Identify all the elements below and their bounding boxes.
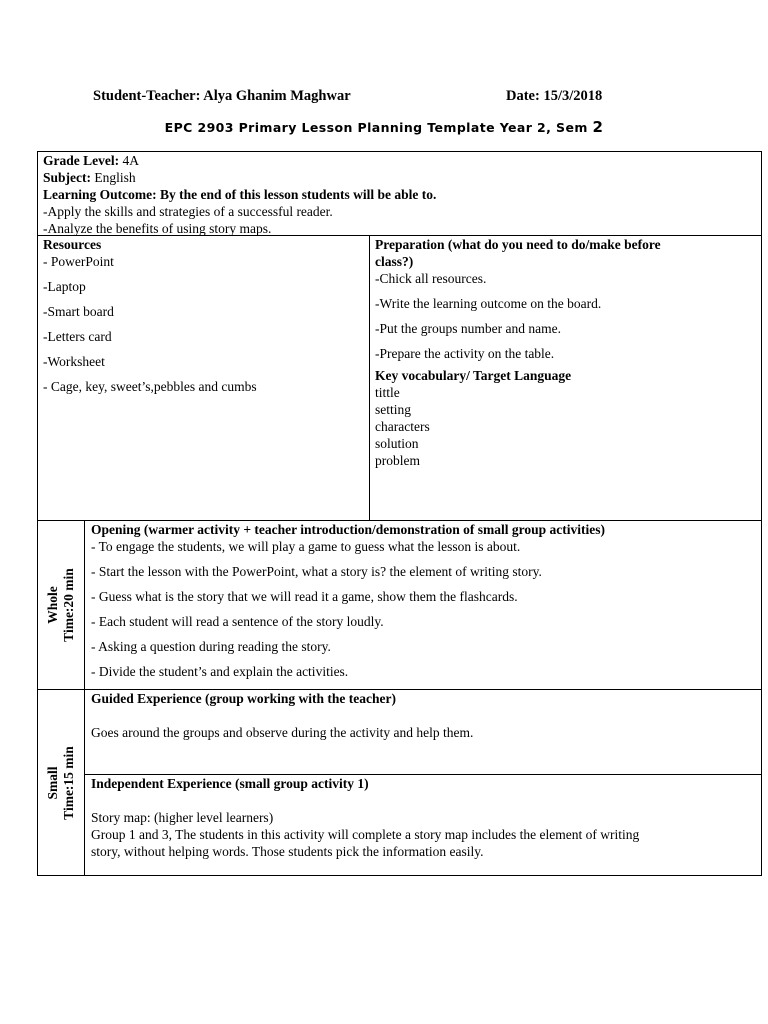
lesson-date: Date: 15/3/2018 [506, 88, 603, 104]
whole-time-label: Time:20 min [61, 567, 76, 642]
subject: Subject: English [43, 170, 136, 185]
opening-section [91, 521, 605, 680]
grade-level: Grade Level: 4A [43, 153, 139, 168]
learning-outcome-1: -Apply the skills and strategies of a successful reader. [43, 204, 333, 219]
independent-line: Story map: (higher level learners) [91, 810, 274, 825]
opening-item: - Each student will read a sentence of the story loudly. [91, 614, 384, 629]
title-main: EPC 2903 Primary Lesson Planning Template Year 2, Sem [164, 120, 588, 135]
title-sem: 2 [592, 118, 604, 136]
top-info-section [43, 152, 436, 237]
resources-section [43, 236, 257, 395]
vocab-word: solution [375, 436, 419, 451]
independent-line: Group 1 and 3, The students in this activity will complete a story map includes the element of writing [91, 827, 640, 842]
opening-heading: Opening (warmer activity + teacher introduction/demonstration of small group activities) [91, 522, 606, 537]
resource-item: - PowerPoint [43, 254, 114, 269]
opening-item: - Asking a question during reading the story. [91, 639, 331, 654]
small-side-label [37, 689, 85, 876]
resource-item: -Worksheet [43, 354, 105, 369]
vocab-word: setting [375, 402, 411, 417]
vocab-word: tittle [375, 385, 400, 400]
preparation-item: -Put the groups number and name. [375, 321, 561, 336]
opening-item: - Guess what is the story that we will read it a game, show them the flashcards. [91, 589, 518, 604]
independent-section [91, 775, 639, 860]
student-teacher-name: Student-Teacher: Alya Ghanim Maghwar [93, 88, 351, 104]
preparation-heading: Preparation (what do you need to do/make before [375, 237, 661, 252]
small-time-label: Time:15 min [61, 745, 76, 820]
guided-text: Goes around the groups and observe during the activity and help them. [91, 725, 474, 740]
preparation-section [375, 236, 661, 469]
independent-line: story, without helping words. Those students pick the information easily. [91, 844, 484, 859]
learning-outcome-heading: Learning Outcome: By the end of this lesson students will be able to. [43, 187, 437, 202]
page-title [0, 118, 768, 136]
small-label: Small [45, 766, 60, 800]
preparation-item: -Prepare the activity on the table. [375, 346, 555, 361]
resource-item: -Smart board [43, 304, 114, 319]
whole-label: Whole [45, 585, 60, 624]
vocab-word: characters [375, 419, 430, 434]
whole-side-label [37, 520, 85, 689]
preparation-item: -Chick all resources. [375, 271, 487, 286]
guided-heading: Guided Experience (group working with the teacher) [91, 691, 396, 706]
opening-item: - Divide the student’s and explain the activities. [91, 664, 349, 679]
divider-resources-preparation [369, 235, 370, 520]
opening-item: - Start the lesson with the PowerPoint, what a story is? the element of writing story. [91, 564, 542, 579]
resource-item: -Laptop [43, 279, 86, 294]
resource-item: -Letters card [43, 329, 112, 344]
preparation-item: -Write the learning outcome on the board. [375, 296, 602, 311]
resource-item: - Cage, key, sweet’s,pebbles and cumbs [43, 379, 257, 394]
learning-outcome-2: -Analyze the benefits of using story maps. [43, 221, 272, 236]
resources-heading: Resources [43, 237, 102, 252]
key-vocabulary-heading: Key vocabulary/ Target Language [375, 368, 572, 383]
opening-item: - To engage the students, we will play a game to guess what the lesson is about. [91, 539, 521, 554]
independent-heading: Independent Experience (small group activity 1) [91, 776, 369, 791]
vocab-word: problem [375, 453, 420, 468]
guided-section [91, 690, 473, 741]
preparation-heading-cont: class?) [375, 254, 414, 269]
